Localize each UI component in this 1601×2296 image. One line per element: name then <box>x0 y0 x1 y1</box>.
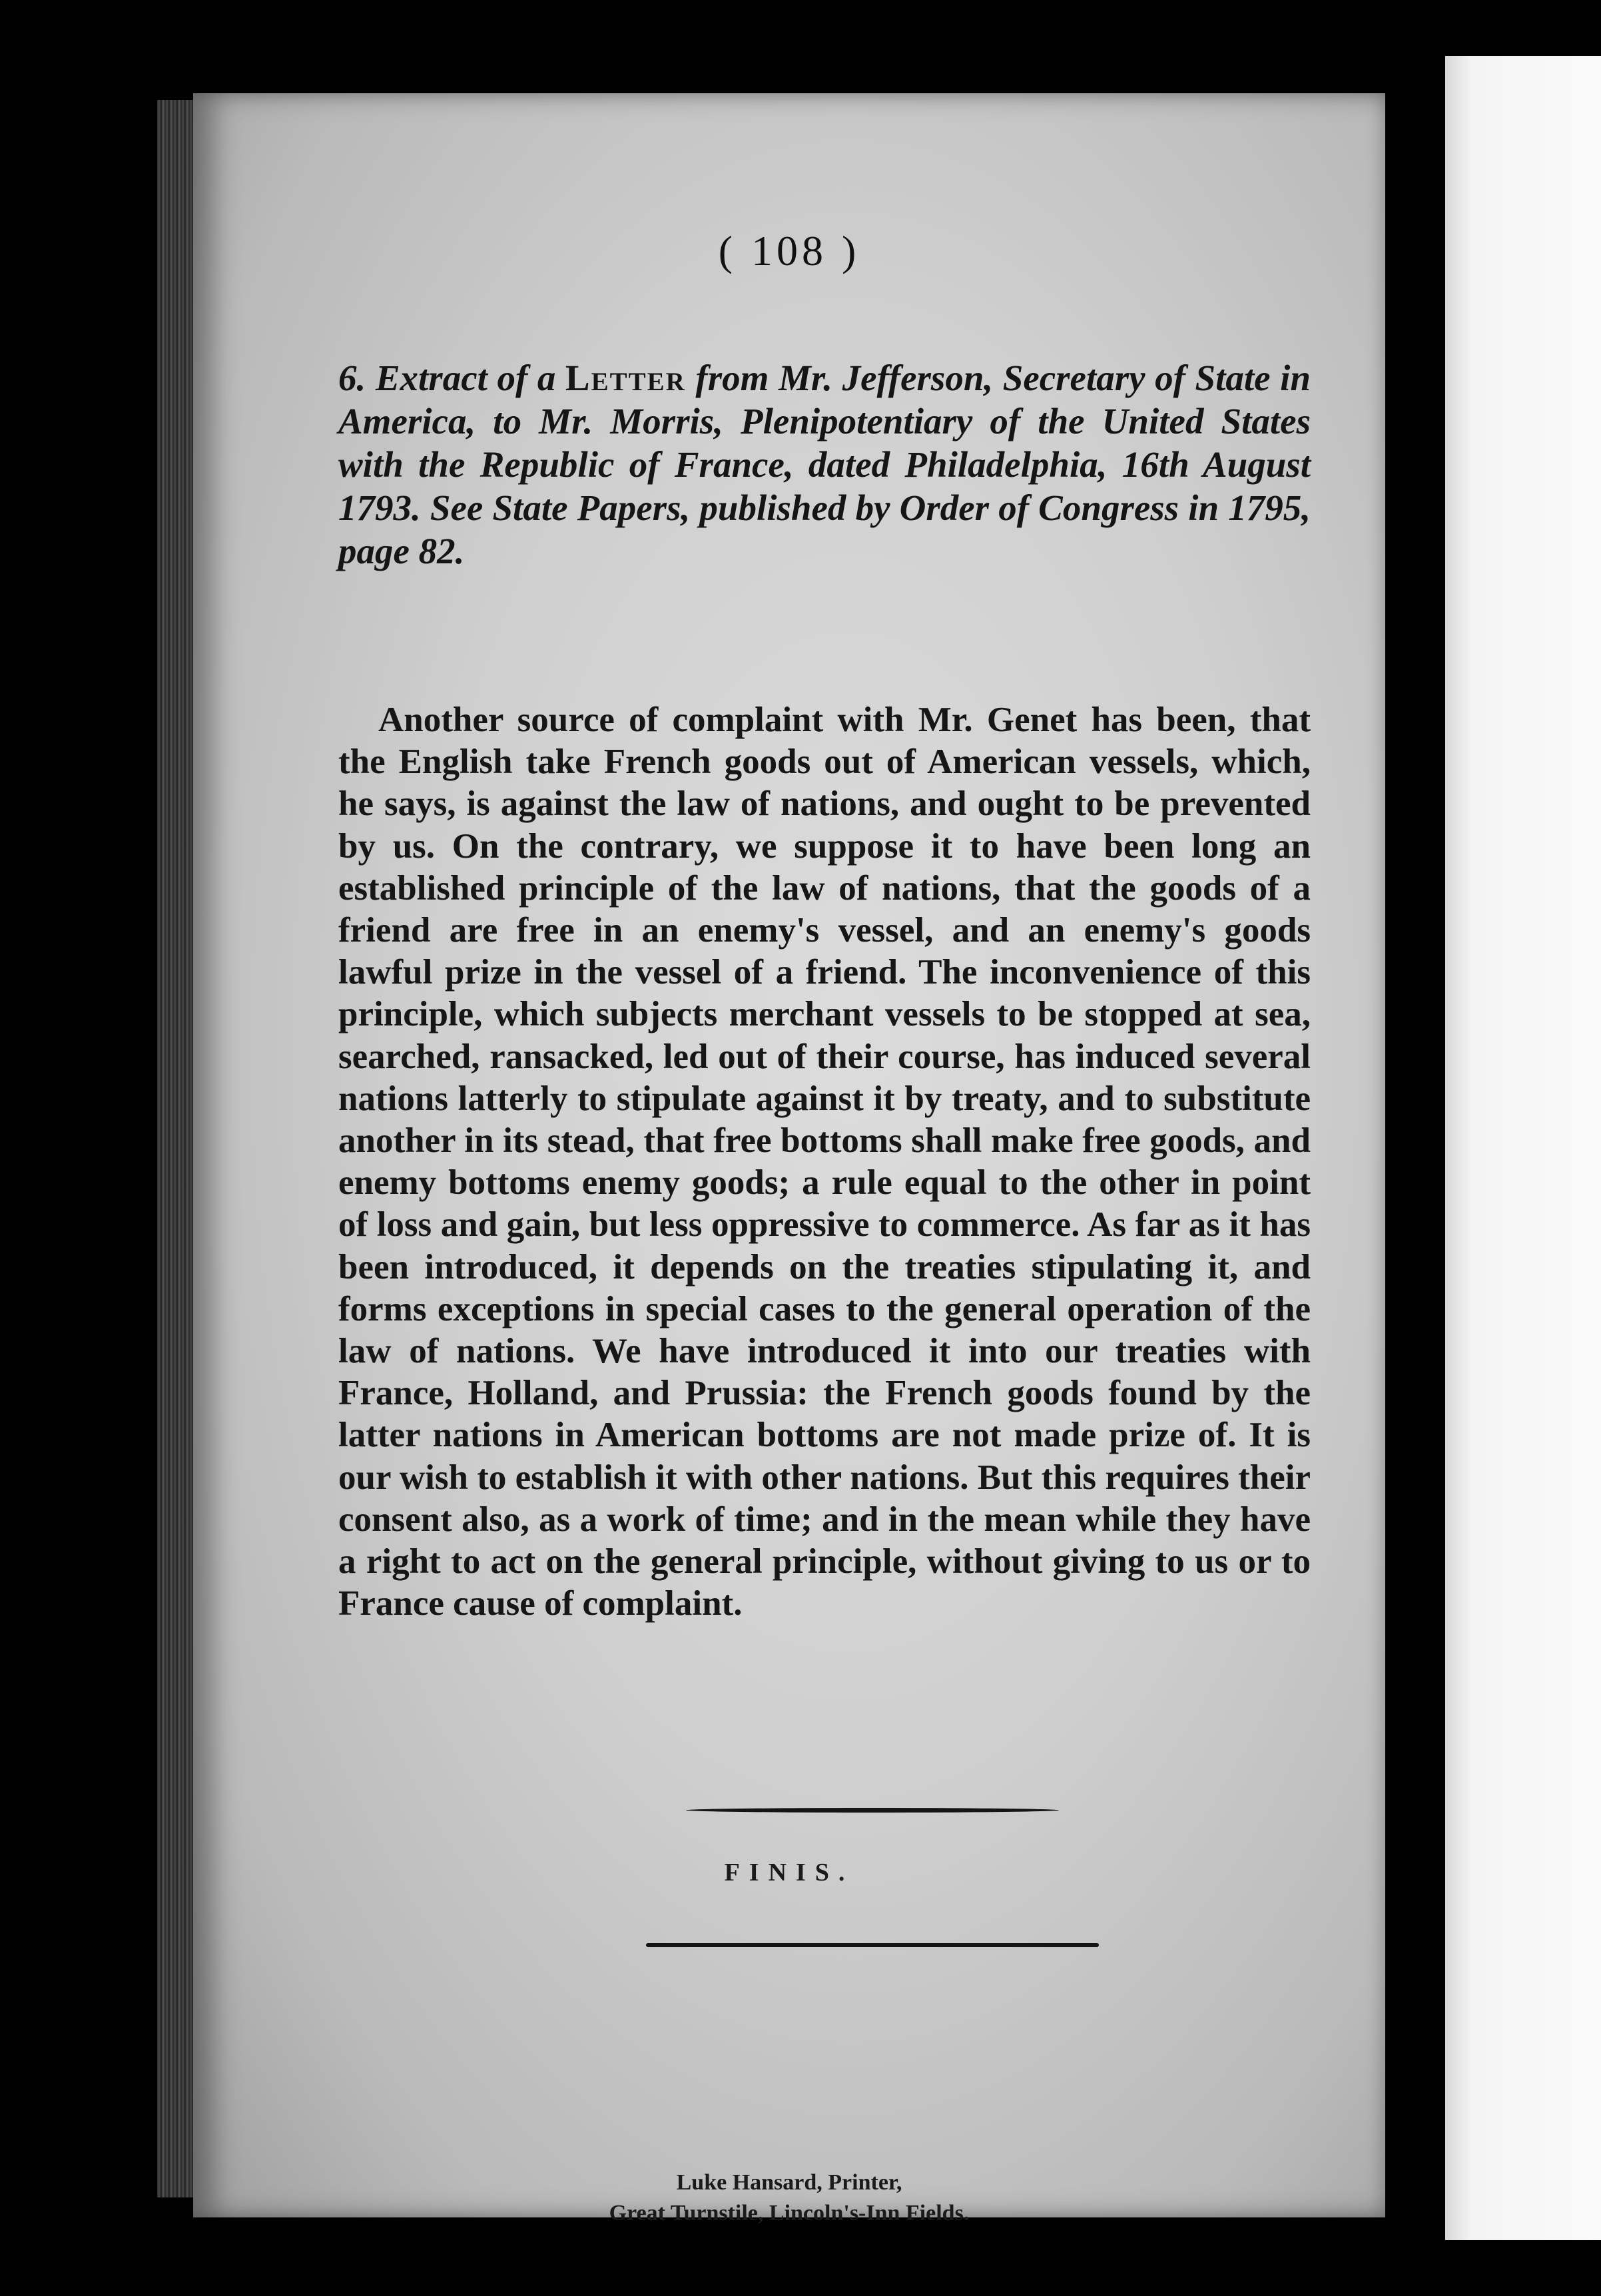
printer-imprint <box>193 2167 1385 2229</box>
heading-letter-word: Letter <box>565 358 686 398</box>
heading-marker: 6. <box>338 358 366 398</box>
page-number: ( 108 ) <box>718 227 860 274</box>
book-page <box>193 93 1385 2225</box>
printer-address: Great Turnstile, Lincoln's-Inn Fields. <box>609 2201 970 2225</box>
finis-label: FINIS. <box>724 1859 854 1886</box>
facing-page-edge <box>1445 56 1601 2240</box>
letter-body: Another source of complaint with Mr. Genet has been, that the English take French goods out of American vessels, which, he says, is against the law of nations, and ought to be prevented by us. On the contrary, we suppose it to have been long an established principle of the law of nations, that the goods of a friend are free in an enemy's vessel, and an enemy's goods lawful prize in the vessel of a friend. The inconvenience of this principle, which subjects merchant vessels to be stopped at sea, searched, ransacked, led out of their course, has induced several nations latterly to stipulate against it by treaty, and to substitute another in its stead, that free bottoms shall make free goods, and enemy bottoms enemy goods; a rule equal to the other in point of loss and gain, but less oppressive to commerce. As far as it has been introduced, it depends on the treaties stipulating it, and forms exceptions in special cases to the general operation of the law of nations. We have introduced it into our treaties with France, Holland, and Prussia: the French goods found by the latter nations in American bottoms are not made prize of. It is our wish to establish it with other nations. But this requires their consent also, as a work of time; and in the mean while they have a right to act on the general principle, without giving to us or to France cause of complaint. <box>338 701 1311 1623</box>
heading-part-1: Extract of a <box>375 358 556 398</box>
letter-heading <box>338 356 1311 573</box>
heading-part-2: from Mr. Jefferson, Secretary of State in America, to Mr. Morris, Plenipotentiary of the United States with the Republic of France, dated Philadelphia, 16th August 1793. See State Papers, published by Order of Congress in 1795, page 82. <box>338 358 1311 571</box>
printer-name: Luke Hansard, Printer, <box>676 2170 902 2195</box>
ornamental-rule-bottom <box>646 1943 1099 1947</box>
ornamental-rule-top <box>686 1808 1059 1813</box>
